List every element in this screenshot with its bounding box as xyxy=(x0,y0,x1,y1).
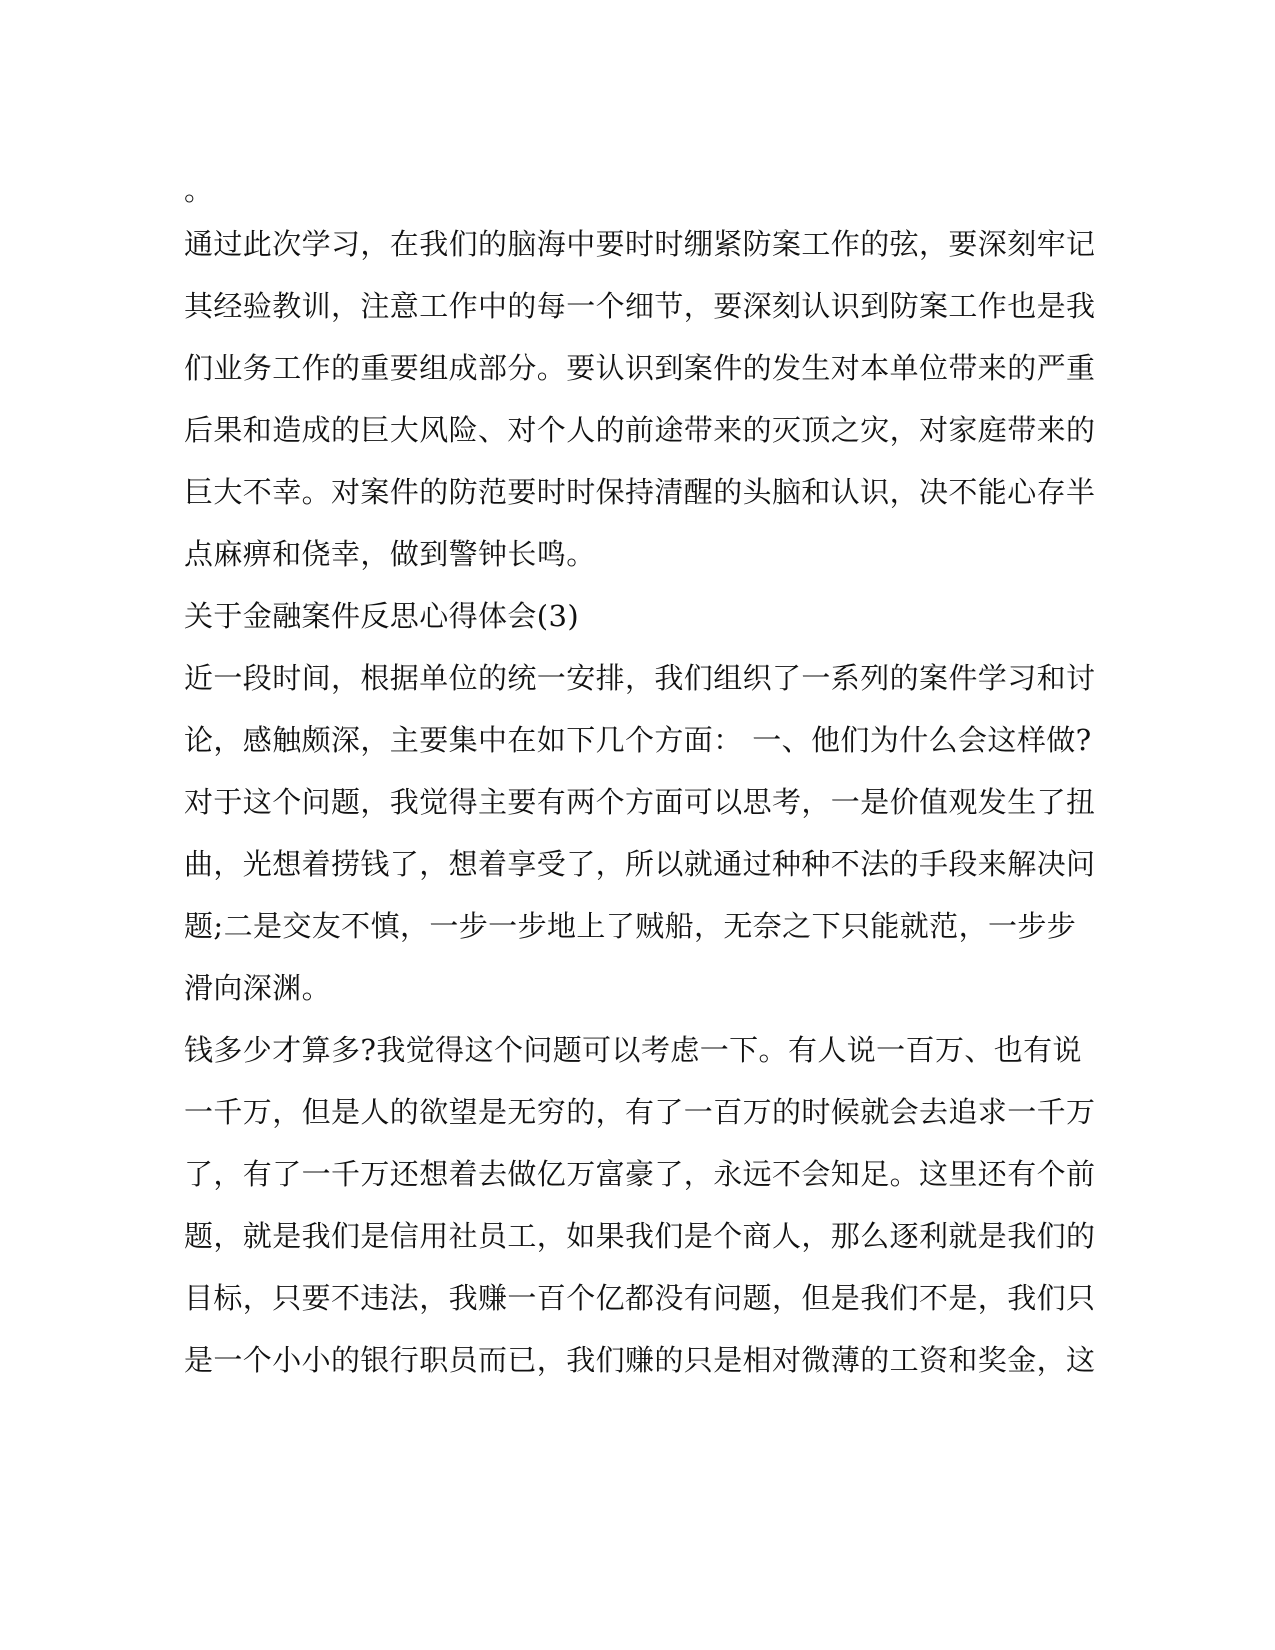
text-line: 滑向深渊。 xyxy=(184,971,332,1005)
text-line: 钱多少才算多?我觉得这个问题可以考虑一下。有人说一百万、也有说 xyxy=(184,1033,1082,1067)
text-line: 题，就是我们是信用社员工，如果我们是个商人，那么逐利就是我们的 xyxy=(184,1219,1096,1253)
text-line: 是一个小小的银行职员而已，我们赚的只是相对微薄的工资和奖金，这 xyxy=(184,1343,1096,1377)
section-heading: 关于金融案件反思心得体会(3) xyxy=(184,599,580,633)
text-line: 。 xyxy=(184,173,214,207)
text-line: 了，有了一千万还想着去做亿万富豪了，永远不会知足。这里还有个前 xyxy=(184,1157,1096,1191)
text-line: 一千万，但是人的欲望是无穷的，有了一百万的时候就会去追求一千万 xyxy=(184,1095,1096,1129)
text-line: 巨大不幸。对案件的防范要时时保持清醒的头脑和认识，决不能心存半 xyxy=(184,475,1096,509)
text-line: 对于这个问题，我觉得主要有两个方面可以思考，一是价值观发生了扭 xyxy=(184,785,1096,819)
text-line: 后果和造成的巨大风险、对个人的前途带来的灭顶之灾，对家庭带来的 xyxy=(184,413,1096,447)
text-line: 们业务工作的重要组成部分。要认识到案件的发生对本单位带来的严重 xyxy=(184,351,1096,385)
text-line: 其经验教训，注意工作中的每一个细节，要深刻认识到防案工作也是我 xyxy=(184,289,1096,323)
text-line: 目标，只要不违法，我赚一百个亿都没有问题，但是我们不是，我们只 xyxy=(184,1281,1096,1315)
text-line: 通过此次学习，在我们的脑海中要时时绷紧防案工作的弦，要深刻牢记 xyxy=(184,227,1096,261)
text-line: 近一段时间，根据单位的统一安排，我们组织了一系列的案件学习和讨 xyxy=(184,661,1096,695)
text-line: 点麻痹和侥幸，做到警钟长鸣。 xyxy=(184,537,596,571)
text-line: 曲，光想着捞钱了，想着享受了，所以就通过种种不法的手段来解决问 xyxy=(184,847,1096,881)
text-line: 论，感触颇深，主要集中在如下几个方面： 一、他们为什么会这样做? xyxy=(184,723,1092,757)
text-line: 题;二是交友不慎，一步一步地上了贼船，无奈之下只能就范，一步步 xyxy=(184,909,1077,943)
